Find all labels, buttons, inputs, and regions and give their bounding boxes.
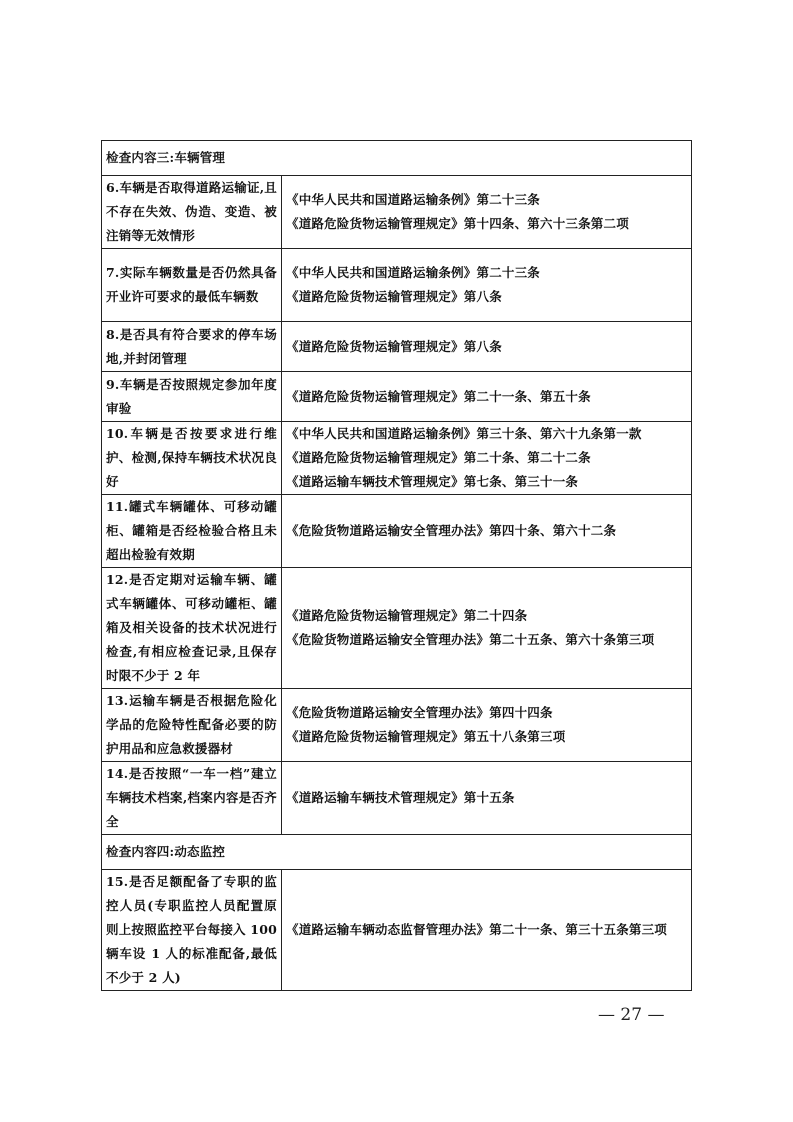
basis-line: 《道路危险货物运输管理规定》第二十四条 bbox=[286, 608, 528, 623]
check-item: 7.实际车辆数量是否仍然具备开业许可要求的最低车辆数 bbox=[102, 249, 282, 322]
basis-line: 《道路危险货物运输管理规定》第十四条、第六十三条第二项 bbox=[286, 216, 629, 231]
check-item: 10.车辆是否按要求进行维护、检测,保持车辆技术状况良好 bbox=[102, 422, 282, 495]
section-header-monitoring bbox=[102, 835, 692, 870]
basis-line: 《道路运输车辆技术管理规定》第七条、第三十一条 bbox=[286, 474, 579, 489]
section-title: 检查内容三:车辆管理 bbox=[102, 141, 692, 176]
basis-line: 《危险货物道路运输安全管理办法》第四十条、第六十二条 bbox=[286, 523, 617, 538]
legal-basis bbox=[282, 322, 692, 372]
legal-basis bbox=[282, 372, 692, 422]
table-row bbox=[102, 249, 692, 322]
page-number: — 27 — bbox=[598, 1005, 665, 1025]
table-row bbox=[102, 870, 692, 991]
basis-line: 《道路运输车辆动态监督管理办法》第二十一条、第三十五条第三项 bbox=[286, 922, 668, 937]
check-item: 9.车辆是否按照规定参加年度审验 bbox=[102, 372, 282, 422]
table-row bbox=[102, 176, 692, 249]
basis-line: 《中华人民共和国道路运输条例》第二十三条 bbox=[286, 192, 541, 207]
legal-basis bbox=[282, 249, 692, 322]
basis-line: 《道路危险货物运输管理规定》第八条 bbox=[286, 289, 502, 304]
legal-basis bbox=[282, 495, 692, 568]
check-item: 12.是否定期对运输车辆、罐式车辆罐体、可移动罐柜、罐箱及相关设备的技术状况进行检查,有相应检查记录,且保存时限不少于 2 年 bbox=[102, 568, 282, 689]
legal-basis bbox=[282, 568, 692, 689]
basis-line: 《道路危险货物运输管理规定》第二十条、第二十二条 bbox=[286, 450, 591, 465]
inspection-table bbox=[101, 140, 692, 991]
check-item: 15.是否足额配备了专职的监控人员(专职监控人员配置原则上按照监控平台每接入 100 辆车设 1 人的标准配备,最低不少于 2 人) bbox=[102, 870, 282, 991]
basis-line: 《危险货物道路运输安全管理办法》第二十五条、第六十条第三项 bbox=[286, 632, 655, 647]
basis-line: 《中华人民共和国道路运输条例》第二十三条 bbox=[286, 265, 541, 280]
check-item: 13.运输车辆是否根据危险化学品的危险特性配备必要的防护用品和应急救援器材 bbox=[102, 689, 282, 762]
legal-basis bbox=[282, 870, 692, 991]
check-item: 11.罐式车辆罐体、可移动罐柜、罐箱是否经检验合格且未超出检验有效期 bbox=[102, 495, 282, 568]
legal-basis bbox=[282, 762, 692, 835]
basis-line: 《道路危险货物运输管理规定》第二十一条、第五十条 bbox=[286, 388, 591, 404]
table-row bbox=[102, 762, 692, 835]
table-row bbox=[102, 689, 692, 762]
table-row bbox=[102, 422, 692, 495]
check-item: 8.是否具有符合要求的停车场地,并封闭管理 bbox=[102, 322, 282, 372]
basis-line: 《道路危险货物运输管理规定》第八条 bbox=[286, 338, 502, 354]
table-row bbox=[102, 568, 692, 689]
legal-basis bbox=[282, 422, 692, 495]
table-row bbox=[102, 372, 692, 422]
table-row bbox=[102, 495, 692, 568]
section-title: 检查内容四:动态监控 bbox=[102, 835, 692, 870]
check-item: 6.车辆是否取得道路运输证,且不存在失效、伪造、变造、被注销等无效情形 bbox=[102, 176, 282, 249]
basis-line: 《道路运输车辆技术管理规定》第十五条 bbox=[286, 790, 515, 805]
legal-basis bbox=[282, 689, 692, 762]
legal-basis bbox=[282, 176, 692, 249]
table-row bbox=[102, 322, 692, 372]
check-item: 14.是否按照“一车一档”建立车辆技术档案,档案内容是否齐全 bbox=[102, 762, 282, 835]
basis-line: 《中华人民共和国道路运输条例》第三十条、第六十九条第一款 bbox=[286, 426, 642, 441]
section-header-vehicle bbox=[102, 141, 692, 176]
basis-line: 《道路危险货物运输管理规定》第五十八条第三项 bbox=[286, 729, 566, 744]
basis-line: 《危险货物道路运输安全管理办法》第四十四条 bbox=[286, 705, 553, 720]
